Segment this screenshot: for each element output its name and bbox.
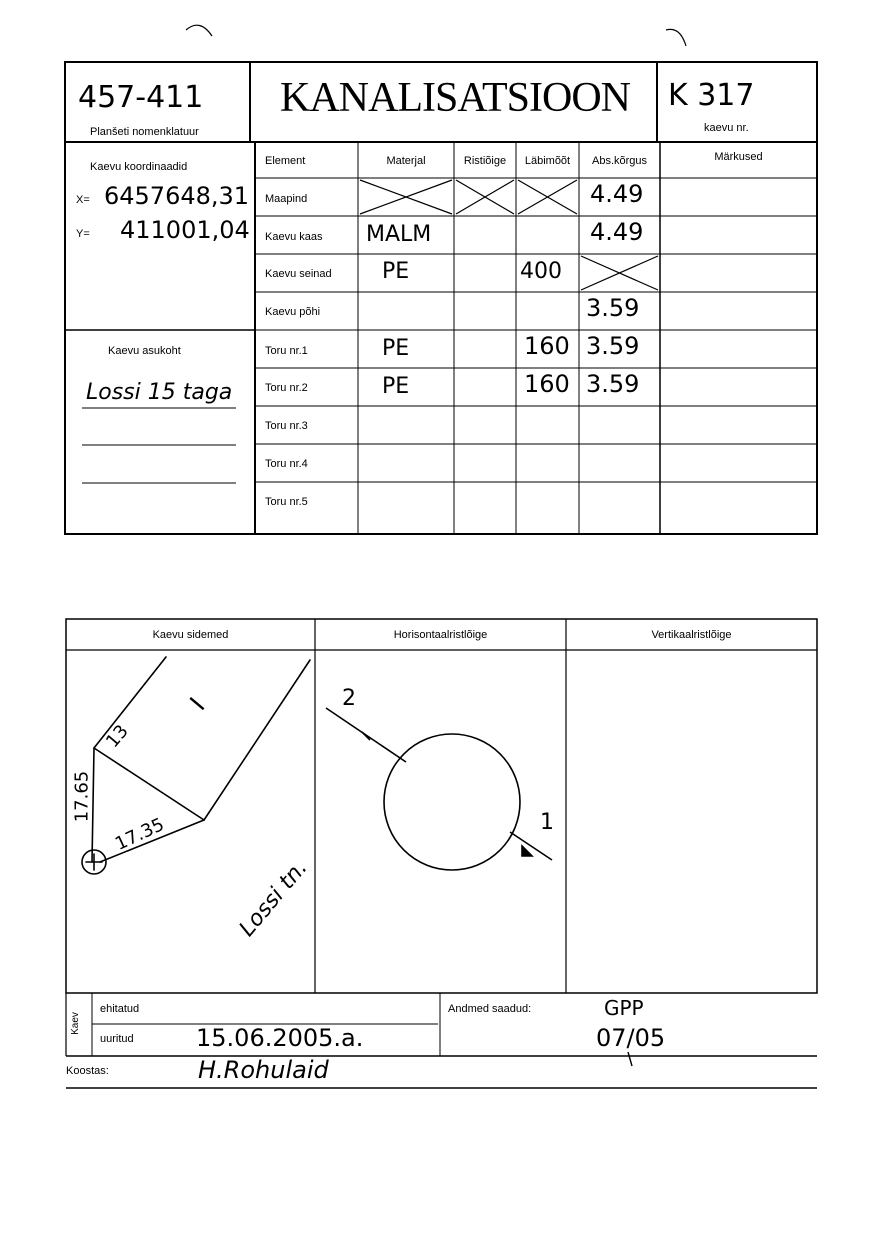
x-value: 6457648,31	[104, 182, 250, 210]
street-label: Lossi tn.	[234, 855, 313, 942]
row-material: MALM	[366, 222, 432, 247]
author-value: H.Rohulaid	[198, 1056, 329, 1084]
vertical-section-header: Vertikaalristlõige	[651, 629, 732, 641]
sheet-number: 457-411	[78, 80, 204, 115]
page-title: KANALISATSIOON	[280, 75, 630, 121]
row-material: PE	[382, 336, 410, 361]
row-element: Toru nr.4	[265, 458, 308, 470]
col-cross-section: Ristiõige	[463, 155, 507, 167]
row-element: Toru nr.5	[265, 496, 308, 508]
row-element: Toru nr.3	[265, 420, 308, 432]
row-elevation: 4.49	[590, 180, 644, 208]
y-value: 411001,04	[120, 216, 250, 244]
surveyed-label: uuritud	[100, 1033, 134, 1045]
row-elevation: 4.49	[590, 218, 644, 246]
col-material: Materjal	[386, 155, 426, 167]
row-element: Maapind	[265, 193, 308, 205]
row-elevation: 3.59	[586, 294, 640, 322]
surveyed-value: 15.06.2005.a.	[196, 1024, 364, 1052]
well-number-label: kaevu nr.	[704, 122, 749, 134]
footer-side-label: Kaev	[69, 1012, 81, 1035]
data-date: 07/05	[596, 1024, 666, 1052]
row-material: PE	[382, 259, 410, 284]
pipe-2-label: 2	[342, 686, 356, 711]
ties-header: Kaevu sidemed	[152, 629, 229, 641]
row-diameter: 400	[520, 259, 562, 284]
distance-1735: 17.35	[111, 814, 168, 855]
x-label: X=	[76, 194, 90, 206]
row-element: Kaevu kaas	[265, 231, 323, 243]
well-number: K 317	[668, 78, 755, 113]
y-label: Y=	[76, 228, 90, 240]
col-diameter: Läbimõõt	[524, 155, 571, 167]
horizontal-section-header: Horisontaalristlõige	[393, 629, 488, 641]
location-label: Kaevu asukoht	[108, 345, 181, 357]
col-elevation: Abs.kõrgus	[591, 155, 648, 167]
col-element: Element	[265, 155, 306, 167]
distance-1765: 17.65	[71, 770, 93, 823]
row-element: Toru nr.1	[265, 345, 308, 357]
built-label: ehitatud	[100, 1003, 140, 1015]
coords-label: Kaevu koordinaadid	[90, 161, 188, 173]
location-value: Lossi 15 taga	[86, 380, 233, 405]
wall-label: I	[184, 692, 211, 716]
row-element: Kaevu põhi	[265, 306, 321, 318]
row-element: Toru nr.2	[265, 382, 308, 394]
pipe-1-label: 1	[540, 810, 554, 835]
row-elevation: 3.59	[586, 332, 640, 360]
data-source: GPP	[604, 996, 644, 1020]
data-received-label: Andmed saadud:	[448, 1003, 532, 1015]
distance-13: 13	[102, 720, 133, 753]
author-label: Koostas:	[66, 1065, 109, 1077]
row-diameter: 160	[524, 370, 570, 398]
row-material: PE	[382, 374, 410, 399]
row-elevation: 3.59	[586, 370, 640, 398]
col-notes: Märkused	[714, 151, 763, 163]
sheet-number-label: Planšeti nomenklatuur	[90, 126, 199, 138]
row-diameter: 160	[524, 332, 570, 360]
row-element: Kaevu seinad	[265, 268, 332, 280]
